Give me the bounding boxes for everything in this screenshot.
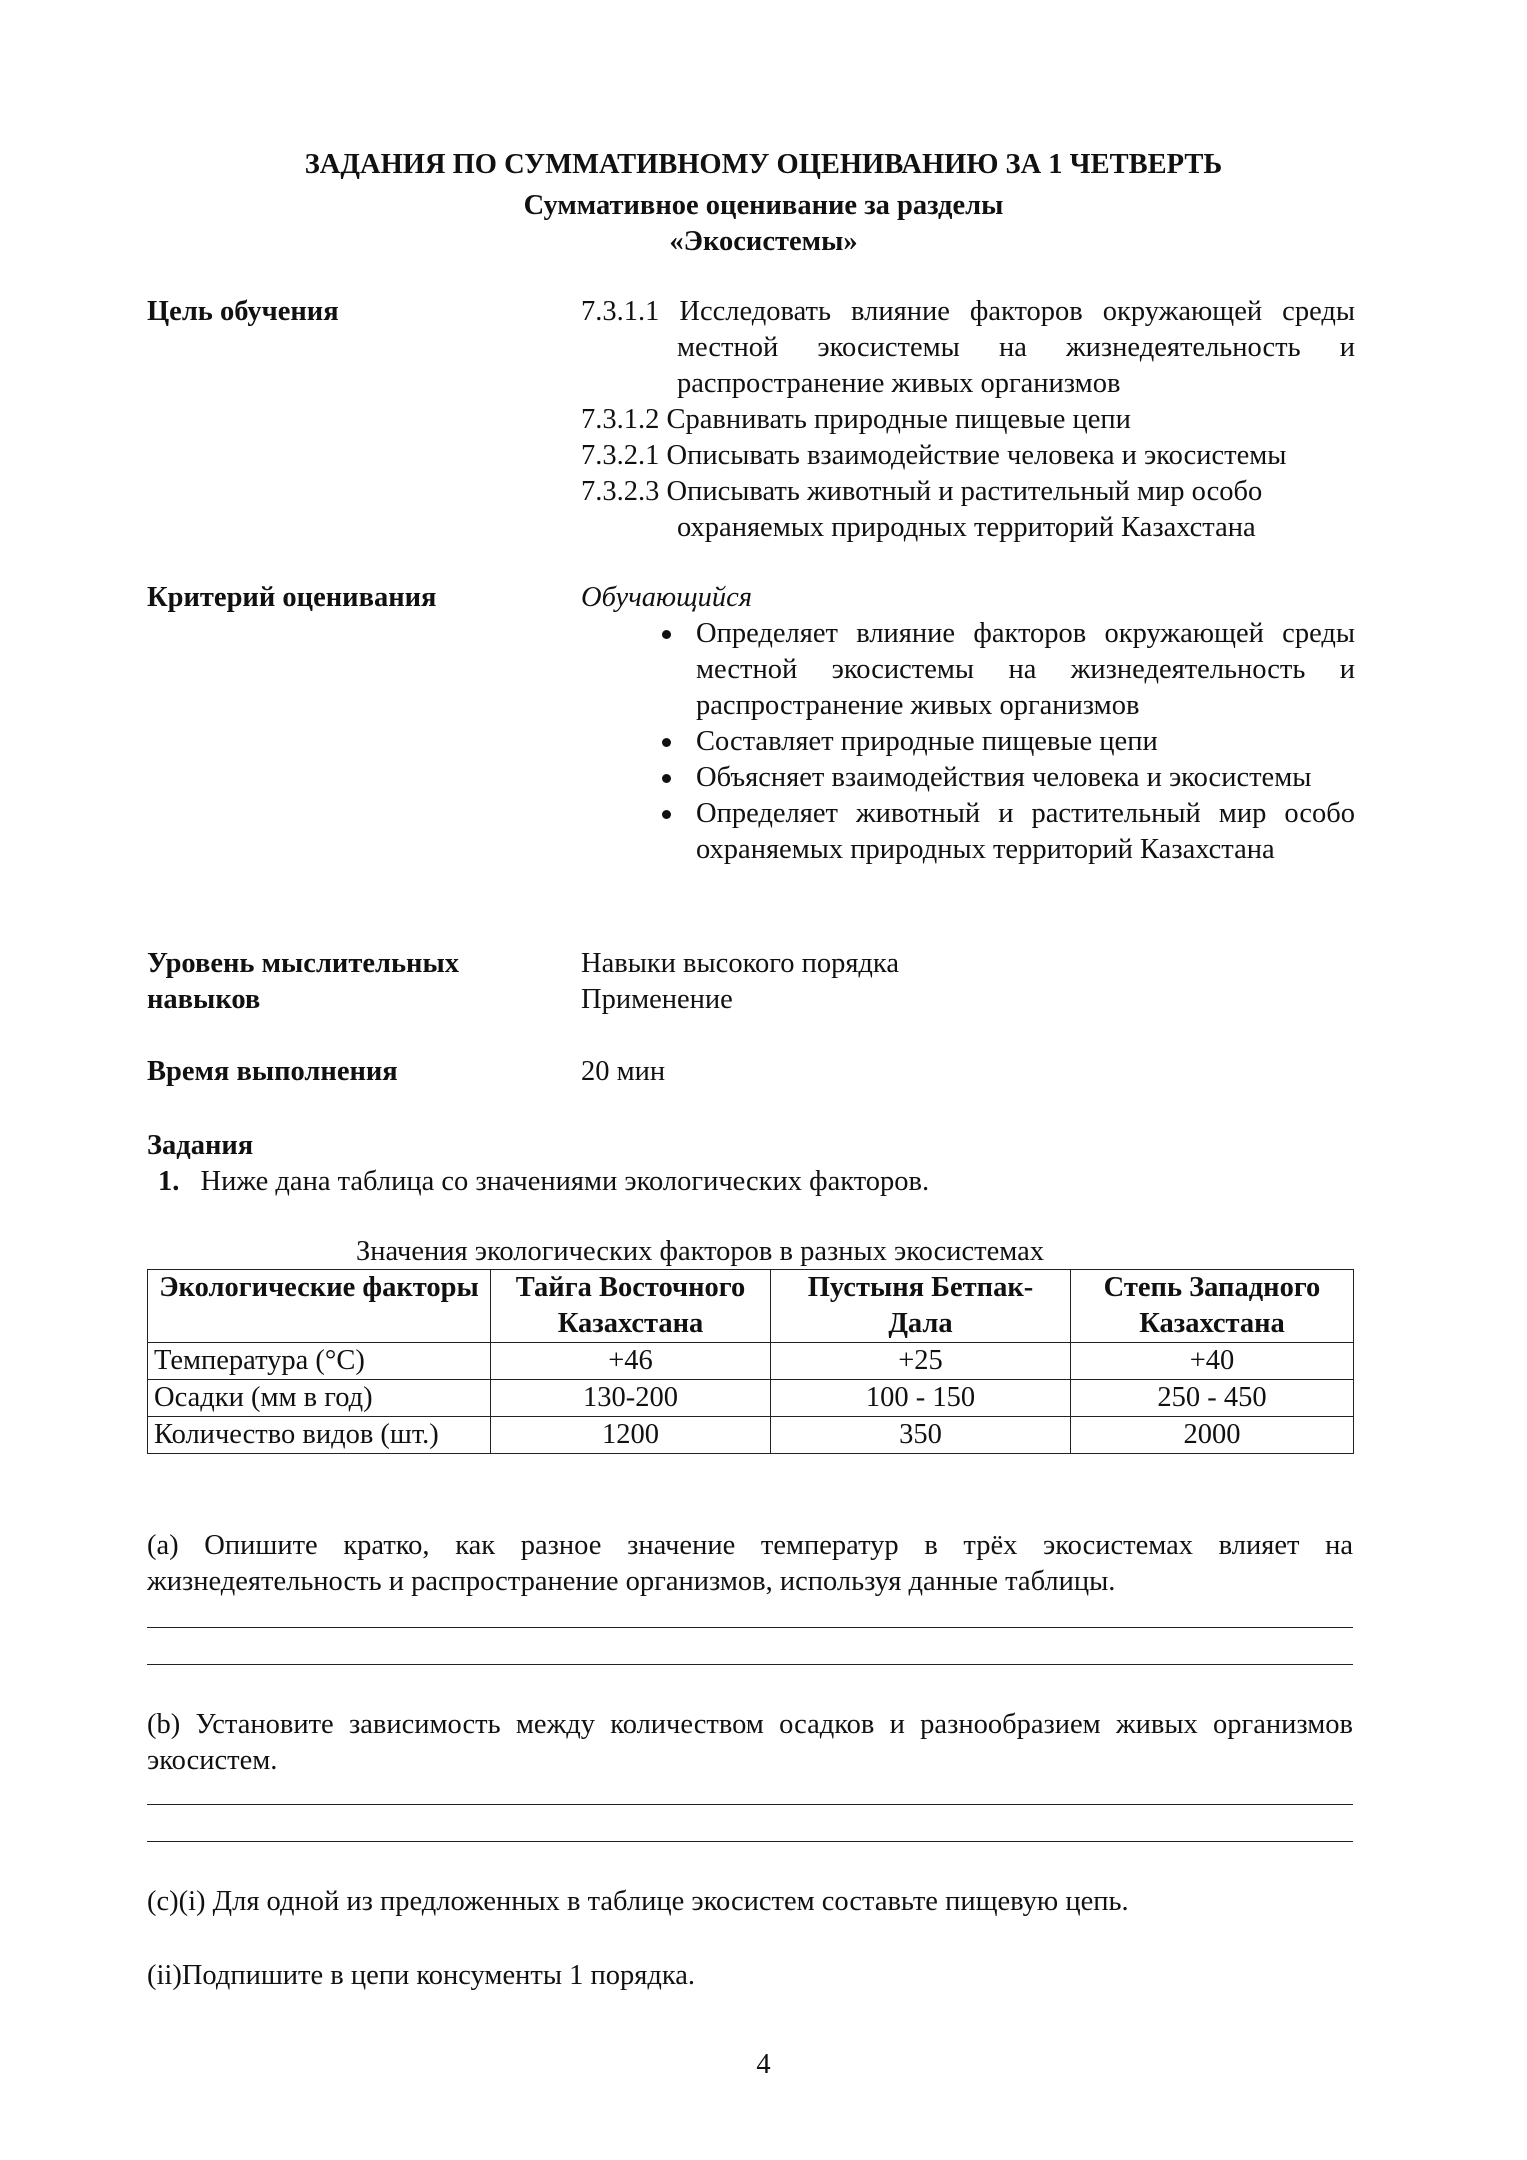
page-subtitle: Суммативное оценивание за разделы	[523, 190, 1004, 221]
criteria-label: Критерий оценивания	[147, 582, 437, 613]
goal-item: 7.3.1.2 Сравнивать природные пищевые цепи	[581, 404, 1131, 435]
question-a: (a) Опишите кратко, как разное значение температур в трёх экосистемах влияет на жизнедеятельность и распространение организмов, используя данные таблицы.	[147, 1530, 1353, 1597]
answer-line[interactable]	[147, 1664, 1353, 1665]
column-header: Степь Западного Казахстана	[1071, 1270, 1354, 1343]
question-b: (b) Установите зависимость между количеством осадков и разнообразием живых организмов экосистем.	[147, 1709, 1353, 1776]
task-number: 1.	[158, 1166, 180, 1197]
column-header: Пустыня Бетпак-Дала	[771, 1270, 1071, 1343]
goals-list	[581, 294, 1355, 546]
goal-item: 7.3.2.1 Описывать взаимодействие человека и экосистемы	[581, 440, 1287, 471]
level-label: Уровень мыслительных навыков	[147, 948, 459, 1015]
row-label: Количество видов (шт.)	[148, 1417, 491, 1454]
ecological-factors-table	[147, 1269, 1354, 1454]
table-row	[148, 1343, 1354, 1380]
question-c-ii: (ii)Подпишите в цепи консументы 1 порядка.	[147, 1960, 696, 1991]
goal-item: 7.3.1.1 Исследовать влияние факторов окружающей среды местной экосистемы на жизнедеятельность и распространение живых организмов	[581, 296, 1355, 399]
answer-line[interactable]	[147, 1804, 1353, 1805]
table-cell: 130-200	[491, 1380, 771, 1417]
criteria-item: Определяет влияние факторов окружающей среды местной экосистемы на жизнедеятельность и распространение живых организмов	[656, 616, 1355, 724]
task-1	[158, 1164, 929, 1200]
goal-label: Цель обучения	[147, 296, 339, 327]
table-cell: +40	[1071, 1343, 1354, 1380]
table-cell: 100 - 150	[771, 1380, 1071, 1417]
table-row	[148, 1417, 1354, 1454]
task-text: Ниже дана таблица со значениями экологических факторов.	[200, 1166, 930, 1197]
table-cell: +46	[491, 1343, 771, 1380]
table-row	[148, 1380, 1354, 1417]
row-label: Осадки (мм в год)	[148, 1380, 491, 1417]
table-caption: Значения экологических факторов в разных экосистемах	[356, 1236, 1044, 1267]
answer-line[interactable]	[147, 1841, 1353, 1842]
question-c-i: (c)(i) Для одной из предложенных в таблице экосистем составьте пищевую цепь.	[147, 1886, 1129, 1917]
page-number: 4	[756, 2049, 771, 2080]
criteria-item: Определяет животный и растительный мир особо охраняемых природных территорий Казахстана	[656, 796, 1355, 868]
table-cell: +25	[771, 1343, 1071, 1380]
column-header: Экологические факторы	[148, 1270, 491, 1343]
table-cell: 250 - 450	[1071, 1380, 1354, 1417]
level-value: Навыки высокого порядка Применение	[581, 948, 899, 1015]
criteria-item: Составляет природные пищевые цепи	[656, 724, 1355, 760]
answer-line[interactable]	[147, 1627, 1353, 1628]
time-value: 20 мин	[581, 1056, 666, 1087]
section-name: «Экосистемы»	[669, 226, 858, 257]
table-header-row	[148, 1270, 1354, 1343]
row-label: Температура (°С)	[148, 1343, 491, 1380]
table-cell: 2000	[1071, 1417, 1354, 1454]
tasks-heading: Задания	[147, 1130, 254, 1161]
criteria-intro: Обучающийся	[581, 582, 753, 613]
time-label: Время выполнения	[147, 1056, 398, 1087]
table-cell: 350	[771, 1417, 1071, 1454]
table-cell: 1200	[491, 1417, 771, 1454]
page-title: ЗАДАНИЯ ПО СУММАТИВНОМУ ОЦЕНИВАНИЮ ЗА 1 ЧЕТВЕРТЬ	[304, 149, 1223, 180]
column-header: Тайга Восточного Казахстана	[491, 1270, 771, 1343]
criteria-item: Объясняет взаимодействия человека и экосистемы	[656, 760, 1355, 796]
criteria-list	[656, 616, 1355, 868]
goal-item: 7.3.2.3 Описывать животный и растительный мир особо охраняемых природных территорий Казахстана	[581, 476, 1263, 543]
